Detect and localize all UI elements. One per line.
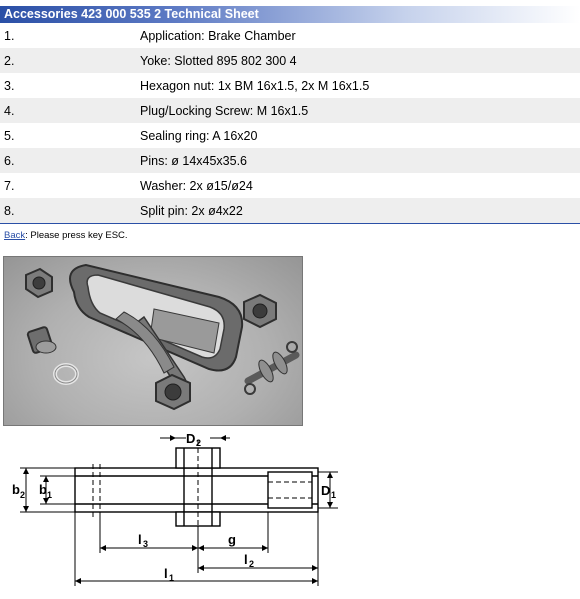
sealing-ring (55, 365, 77, 383)
table-divider (0, 223, 580, 224)
row-description: Hexagon nut: 1x BM 16x1.5, 2x M 16x1.5 (140, 78, 370, 93)
label-l3-sub: 3 (143, 539, 149, 549)
locking-screw (27, 326, 56, 353)
label-l1-sub: 1 (169, 573, 175, 583)
label-b2-sub: 2 (20, 490, 26, 500)
label-l1: l (164, 566, 168, 581)
row-number: 4. (4, 103, 15, 118)
yoke-part (70, 265, 242, 389)
product-photo (3, 256, 303, 426)
row-description: Plug/Locking Screw: M 16x1.5 (140, 103, 309, 118)
hexagon-nut (26, 269, 52, 297)
product-photo-illustration (4, 257, 304, 427)
label-l2: l (244, 552, 248, 567)
dimension-drawing (0, 428, 350, 599)
row-number: 7. (4, 178, 15, 193)
table-row (0, 48, 580, 73)
row-number: 8. (4, 203, 15, 218)
thread-bore-outline (268, 472, 312, 508)
row-number: 6. (4, 153, 15, 168)
row-number: 5. (4, 128, 15, 143)
back-link[interactable]: Back (4, 230, 26, 241)
table-row (0, 23, 580, 48)
row-description: Pins: ø 14x45x35.6 (140, 153, 248, 168)
row-number: 3. (4, 78, 15, 93)
back-line (4, 230, 128, 241)
row-description: Split pin: 2x ø4x22 (140, 203, 243, 218)
row-description: Washer: 2x ø15/ø24 (140, 178, 253, 193)
label-l3: l (138, 532, 142, 547)
table-row (0, 123, 580, 148)
table-row (0, 73, 580, 98)
label-b2: b (12, 482, 20, 497)
label-g: g (228, 532, 236, 547)
label-d2: D (186, 431, 196, 446)
table-row (0, 173, 580, 198)
row-number: 2. (4, 53, 15, 68)
label-b1: b (39, 482, 47, 497)
label-b1-sub: 1 (47, 490, 53, 500)
page-title: Accessories 423 000 535 2 Technical Sheet (4, 7, 259, 21)
label-d1: D (321, 483, 331, 498)
esc-instruction: : Please press key ESC. (25, 230, 128, 241)
row-description: Sealing ring: A 16x20 (140, 128, 258, 143)
label-d1-sub: 1 (331, 490, 337, 500)
title-bar (0, 6, 580, 23)
row-description: Yoke: Slotted 895 802 300 4 (140, 53, 297, 68)
spec-table (0, 23, 580, 223)
label-d2-sub: 2 (196, 438, 202, 448)
label-l2-sub: 2 (249, 559, 255, 569)
row-number: 1. (4, 28, 15, 43)
table-row (0, 148, 580, 173)
pin-assembly (245, 342, 297, 394)
row-description: Application: Brake Chamber (140, 28, 296, 43)
table-row (0, 198, 580, 223)
hexagon-nut (156, 375, 190, 409)
hexagon-nut (244, 295, 276, 327)
table-row (0, 98, 580, 123)
